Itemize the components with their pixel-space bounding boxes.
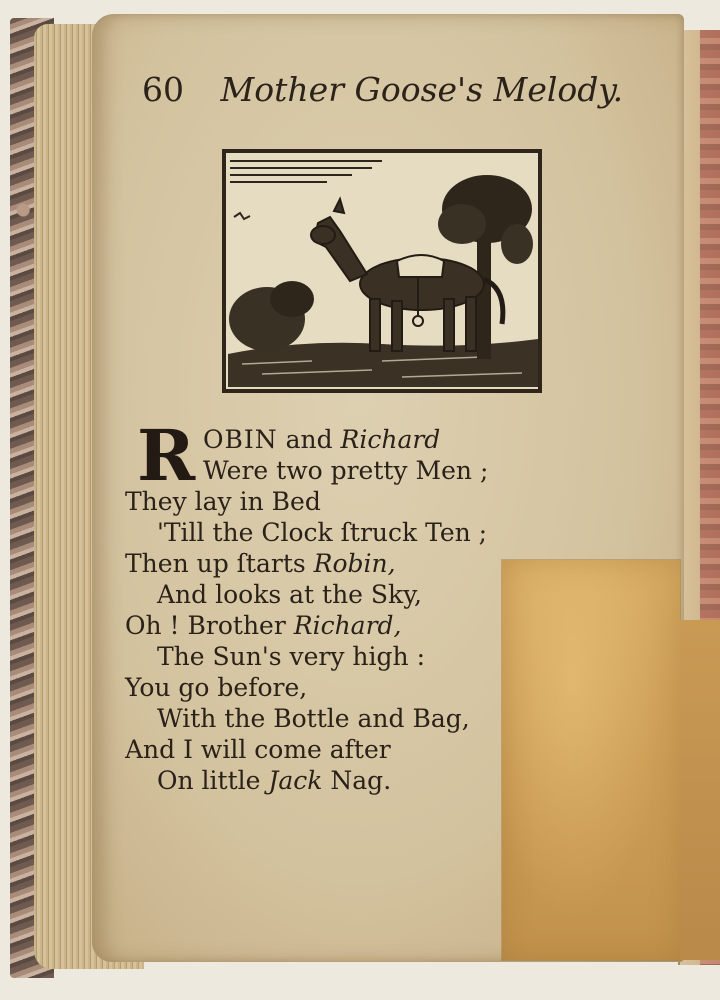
verse-text: And I will come after — [125, 735, 391, 764]
woodcut-horse-icon — [222, 149, 542, 393]
name-jack: Jack — [268, 766, 323, 795]
verse-line-11 — [125, 734, 545, 765]
page-header — [142, 70, 623, 109]
running-title: Mother Goose's Melody. — [220, 70, 624, 109]
verse-line-6 — [125, 579, 545, 610]
verse-text: Oh ! Brother — [125, 611, 286, 640]
verse-text: Then up ſtarts — [125, 549, 306, 578]
verse-line-4 — [125, 517, 545, 548]
verse-text: Were two pretty Men ; — [203, 456, 489, 485]
verse-text: The Sun's very high : — [157, 642, 426, 671]
page-number: 60 — [142, 70, 184, 109]
verse-line-9 — [125, 672, 545, 703]
name-richard: Richard — [340, 425, 441, 454]
verse-line-2 — [125, 455, 545, 486]
verse-line-10 — [125, 703, 545, 734]
verse-text: 'Till the Clock ſtruck Ten ; — [157, 518, 488, 547]
repair-tape-edge — [680, 620, 720, 960]
verse-text: And looks at the Sky, — [157, 580, 422, 609]
name-robin: Robin, — [313, 549, 396, 578]
verse-text: Nag. — [330, 766, 392, 795]
verse-text: On little — [157, 766, 261, 795]
verse-text: You go before, — [125, 673, 308, 702]
verse-block — [125, 414, 545, 796]
verse-line-7 — [125, 610, 545, 641]
drop-cap: R — [137, 414, 196, 497]
first-line-and: and — [277, 425, 341, 454]
verse-line-5 — [125, 548, 545, 579]
verse-line-8 — [125, 641, 545, 672]
name-richard-2: Richard, — [293, 611, 402, 640]
verse-line-12 — [125, 765, 545, 796]
verse-text: With the Bottle and Bag, — [157, 704, 470, 733]
first-word: OBIN — [203, 425, 278, 454]
repair-tape — [502, 560, 680, 960]
verse-text: They lay in Bed — [125, 487, 321, 516]
